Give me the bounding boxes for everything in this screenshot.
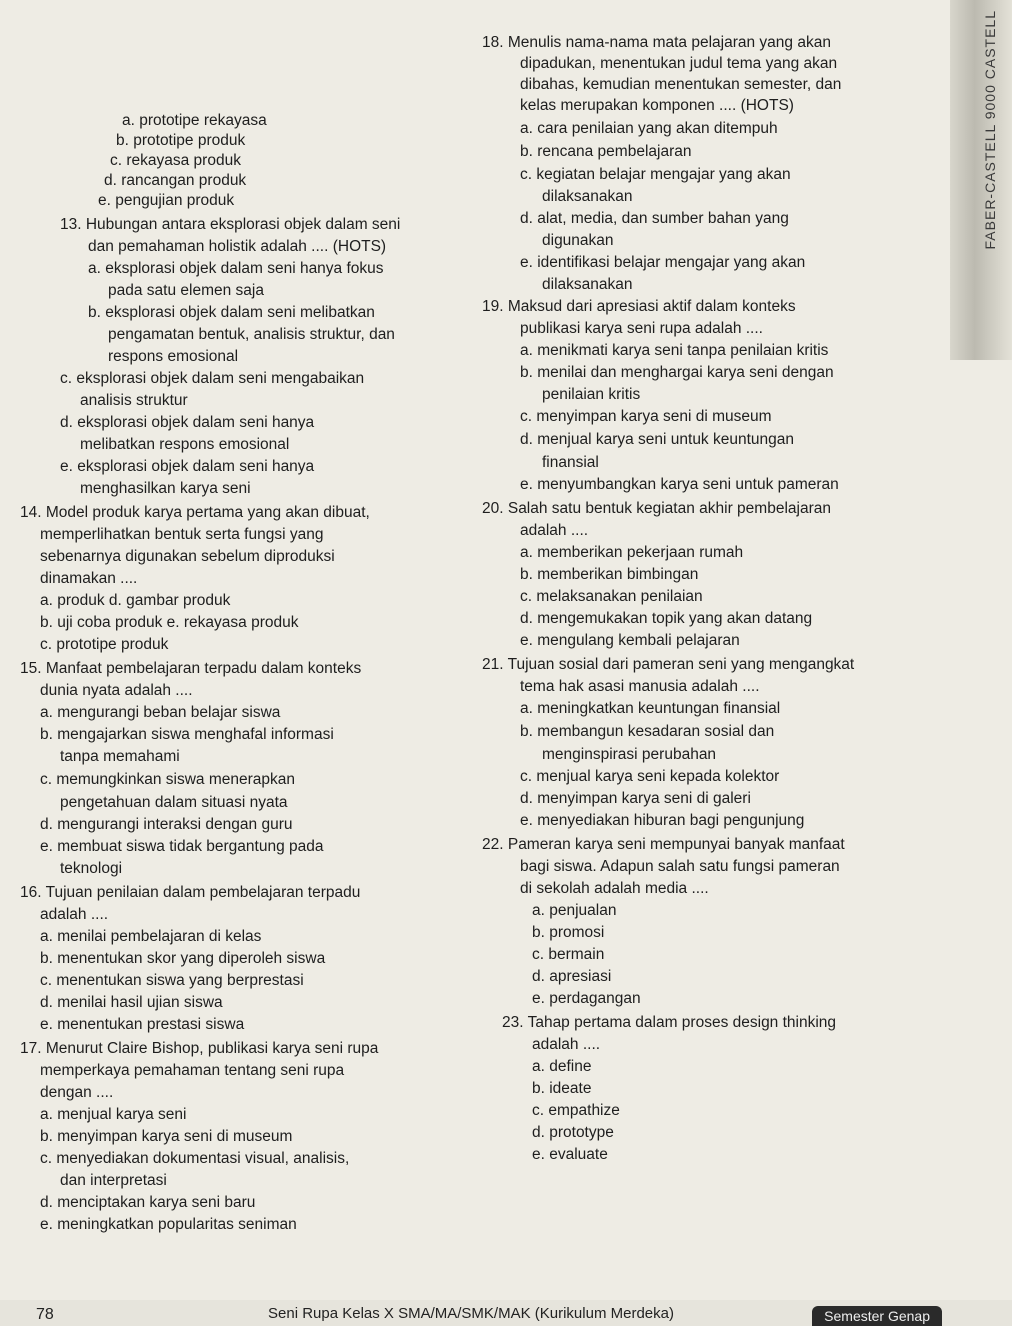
text-line: e. menyumbangkan karya seni untuk pameran (520, 476, 839, 493)
text-line: analisis struktur (80, 392, 188, 409)
text-line: a. produk d. gambar produk (40, 592, 231, 609)
text-line: finansial (542, 454, 599, 471)
text-line: c. kegiatan belajar mengajar yang akan (520, 166, 791, 183)
text-line: c. menyediakan dokumentasi visual, analisis, (40, 1150, 350, 1167)
book-title: Seni Rupa Kelas X SMA/MA/SMK/MAK (Kurikulum Merdeka) (268, 1305, 674, 1322)
text-line: b. menyimpan karya seni di museum (40, 1128, 293, 1145)
text-line: b. memberikan bimbingan (520, 566, 699, 583)
text-line: c. melaksanakan penilaian (520, 588, 703, 605)
text-line: tema hak asasi manusia adalah .... (520, 678, 760, 695)
text-line: d. apresiasi (532, 968, 612, 985)
text-line: d. alat, media, dan sumber bahan yang (520, 210, 789, 227)
text-line: 16. Tujuan penilaian dalam pembelajaran terpadu (20, 884, 361, 901)
text-line: dilaksanakan (542, 276, 633, 293)
text-line: e. perdagangan (532, 990, 641, 1007)
text-line: dengan .... (40, 1084, 114, 1101)
text-line: b. eksplorasi objek dalam seni melibatkan (88, 304, 375, 321)
text-line: adalah .... (532, 1036, 601, 1053)
page-footer (0, 1300, 1012, 1326)
text-line: d. rancangan produk (104, 172, 247, 189)
text-line: a. eksplorasi objek dalam seni hanya fokus (88, 260, 384, 277)
text-line: a. menilai pembelajaran di kelas (40, 928, 262, 945)
text-line: 14. Model produk karya pertama yang akan dibuat, (20, 504, 370, 521)
text-line: b. ideate (532, 1080, 592, 1097)
pencil-brand-text: FABER-CASTELL 9000 CASTELL (982, 10, 998, 250)
semester-tab: Semester Genap (812, 1306, 942, 1326)
text-line: d. mengurangi interaksi dengan guru (40, 816, 293, 833)
text-line: teknologi (60, 860, 123, 877)
text-line: e. meningkatkan popularitas seniman (40, 1216, 297, 1233)
text-line: a. menjual karya seni (40, 1106, 187, 1123)
text-line: c. eksplorasi objek dalam seni mengabaikan (60, 370, 365, 387)
text-line: a. memberikan pekerjaan rumah (520, 544, 744, 561)
text-line: bagi siswa. Adapun salah satu fungsi pameran (520, 858, 840, 875)
text-line: dan pemahaman holistik adalah .... (HOTS) (88, 238, 387, 255)
text-line: c. memungkinkan siswa menerapkan (40, 771, 296, 788)
text-line: d. menilai hasil ujian siswa (40, 994, 223, 1011)
text-line: penilaian kritis (542, 386, 641, 403)
text-line: a. menikmati karya seni tanpa penilaian kritis (520, 342, 829, 359)
page-number: 78 (36, 1306, 54, 1323)
text-line: dan interpretasi (60, 1172, 167, 1189)
text-line: e. membuat siswa tidak bergantung pada (40, 838, 324, 855)
text-line: digunakan (542, 232, 614, 249)
text-line: e. pengujian produk (98, 192, 235, 209)
text-line: e. evaluate (532, 1146, 608, 1163)
text-line: 15. Manfaat pembelajaran terpadu dalam konteks (20, 660, 362, 677)
text-line: memperlihatkan bentuk serta fungsi yang (40, 526, 324, 543)
text-line: sebenarnya digunakan sebelum diproduksi (40, 548, 335, 565)
text-line: b. membangun kesadaran sosial dan (520, 723, 775, 740)
text-line: a. cara penilaian yang akan ditempuh (520, 120, 778, 137)
text-line: c. menjual karya seni kepada kolektor (520, 768, 780, 785)
text-line: e. menentukan prestasi siswa (40, 1016, 245, 1033)
text-line: pada satu elemen saja (108, 282, 264, 299)
text-line: b. rencana pembelajaran (520, 143, 692, 160)
text-line: b. mengajarkan siswa menghafal informasi (40, 726, 334, 743)
text-line: c. menentukan siswa yang berprestasi (40, 972, 304, 989)
text-line: pengamatan bentuk, analisis struktur, dan (108, 326, 395, 343)
text-line: e. menyediakan hiburan bagi pengunjung (520, 812, 805, 829)
text-line: 23. Tahap pertama dalam proses design thinking (502, 1014, 837, 1031)
pencil-edge (950, 0, 1012, 360)
text-line: c. empathize (532, 1102, 620, 1119)
text-line: a. mengurangi beban belajar siswa (40, 704, 281, 721)
text-line: d. menyimpan karya seni di galeri (520, 790, 751, 807)
text-line: b. menilai dan menghargai karya seni dengan (520, 364, 834, 381)
text-line: dibahas, kemudian menentukan semester, dan (520, 76, 842, 93)
text-line: publikasi karya seni rupa adalah .... (520, 320, 763, 337)
text-line: adalah .... (520, 522, 589, 539)
text-line: e. mengulang kembali pelajaran (520, 632, 740, 649)
text-line: a. prototipe rekayasa (122, 112, 267, 129)
text-line: e. identifikasi belajar mengajar yang akan (520, 254, 806, 271)
text-line: adalah .... (40, 906, 109, 923)
text-line: di sekolah adalah media .... (520, 880, 709, 897)
text-line: kelas merupakan komponen .... (HOTS) (520, 97, 794, 114)
text-line: memperkaya pemahaman tentang seni rupa (40, 1062, 345, 1079)
text-line: a. define (532, 1058, 592, 1075)
text-line: 17. Menurut Claire Bishop, publikasi karya seni rupa (20, 1040, 379, 1057)
text-line: d. menciptakan karya seni baru (40, 1194, 256, 1211)
text-line: b. uji coba produk e. rekayasa produk (40, 614, 299, 631)
text-line: c. prototipe produk (40, 636, 169, 653)
text-line: 20. Salah satu bentuk kegiatan akhir pembelajaran (482, 500, 831, 517)
text-line: a. penjualan (532, 902, 617, 919)
text-line: d. prototype (532, 1124, 614, 1141)
text-line: d. eksplorasi objek dalam seni hanya (60, 414, 315, 431)
text-line: c. rekayasa produk (110, 152, 241, 169)
text-line: b. menentukan skor yang diperoleh siswa (40, 950, 326, 967)
text-line: 19. Maksud dari apresiasi aktif dalam konteks (482, 298, 796, 315)
text-line: c. menyimpan karya seni di museum (520, 408, 772, 425)
text-line: 22. Pameran karya seni mempunyai banyak manfaat (482, 836, 845, 853)
text-line: menghasilkan karya seni (80, 480, 251, 497)
text-line: d. menjual karya seni untuk keuntungan (520, 431, 795, 448)
text-line: d. mengemukakan topik yang akan datang (520, 610, 813, 627)
text-line: c. bermain (532, 946, 605, 963)
text-line: a. meningkatkan keuntungan finansial (520, 700, 781, 717)
text-line: 13. Hubungan antara eksplorasi objek dalam seni (60, 216, 401, 233)
text-line: respons emosional (108, 348, 239, 365)
text-line: 18. Menulis nama-nama mata pelajaran yang akan (482, 34, 831, 51)
text-line: b. prototipe produk (116, 132, 246, 149)
text-line: dunia nyata adalah .... (40, 682, 193, 699)
text-line: 21. Tujuan sosial dari pameran seni yang mengangkat (482, 656, 855, 673)
text-line: dilaksanakan (542, 188, 633, 205)
text-line: tanpa memahami (60, 748, 180, 765)
text-line: b. promosi (532, 924, 605, 941)
text-line: e. eksplorasi objek dalam seni hanya (60, 458, 315, 475)
text-line: menginspirasi perubahan (542, 746, 717, 763)
text-line: dinamakan .... (40, 570, 138, 587)
text-line: dipadukan, menentukan judul tema yang akan (520, 55, 838, 72)
text-line: melibatkan respons emosional (80, 436, 290, 453)
text-line: pengetahuan dalam situasi nyata (60, 794, 288, 811)
